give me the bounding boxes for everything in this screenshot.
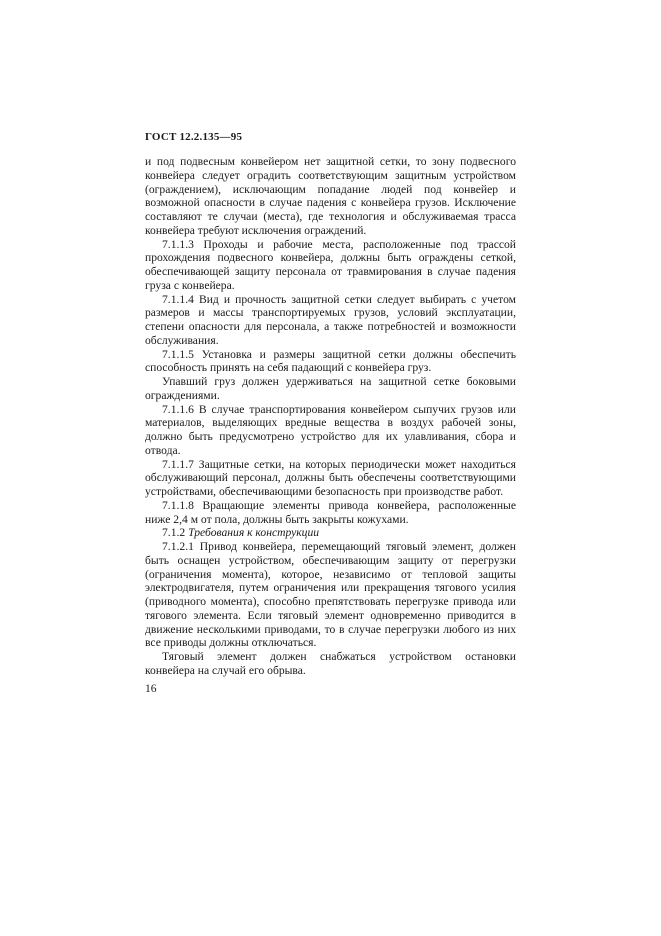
clause-number: 7.1.1.5	[162, 347, 194, 361]
paragraph-continuation	[145, 155, 516, 238]
clause-number: 7.1.1.6	[162, 402, 194, 416]
document-header: ГОСТ 12.2.135—95	[145, 131, 243, 143]
paragraph-text: В случае транспортирования конвейером сыпучих грузов или материалов, выделяющих вредные вещества в воздух рабочей зоны, должно быть предусмотрено устройство для их улавливания, сбора и отвода.	[145, 402, 517, 457]
clause-number: 7.1.2.1	[162, 540, 194, 553]
paragraph-7-1-1-6	[145, 403, 516, 458]
paragraph-7-1-1-5	[145, 348, 516, 376]
paragraph-7-1-2-1	[145, 540, 516, 650]
section-heading-text: Требования к конструкции	[188, 526, 320, 540]
clause-number: 7.1.1.3	[162, 237, 194, 251]
paragraph-7-1-1-4	[145, 293, 516, 348]
paragraph-text: Привод конвейера, перемещающий тяговый элемент, должен быть оснащен устройством, обеспечивающим защиту от перегрузки (ограничения момента), которое, независимо от тепловой защиты электродвигателя, путем ограничения или прекращения тягового усилия (приводного момента), способно препятствовать перегрузке привода или тягового элемента. Если тяговый элемент одновременно приводится в движение несколькими приводами, то в случае перегрузки любого из них все приводы должны отключаться.	[145, 540, 516, 650]
paragraph-text: Вращающие элементы привода конвейера, расположенные ниже 2,4 м от пола, должны быть закрыты кожухами.	[145, 498, 516, 526]
paragraph-dropped-load	[145, 375, 516, 403]
paragraph-text: Тяговый элемент должен снабжаться устройством остановки конвейера на случай его обрыва.	[145, 650, 516, 677]
clause-number: 7.1.1.8	[162, 498, 194, 512]
page-number: 16	[145, 682, 157, 695]
paragraph-text: Проходы и рабочие места, расположенные под трассой прохождения подвесного конвейера, должны быть ограждены сеткой, обеспечивающей защиту персонала от травмирования в случае падения груза с конвейера.	[145, 237, 516, 292]
clause-number: 7.1.1.4	[162, 292, 194, 306]
paragraph-text: Упавший груз должен удерживаться на защитной сетке боковыми ограждениями.	[145, 375, 516, 402]
paragraph-break-stop	[145, 650, 516, 678]
section-heading-7-1-2	[145, 526, 516, 540]
document-body	[145, 155, 516, 678]
clause-number: 7.1.2	[162, 526, 186, 540]
paragraph-7-1-1-3	[145, 238, 516, 293]
paragraph-text: Защитные сетки, на которых периодически может находиться обслуживающий персонал, должны быть обеспечены соответствующими устройствами, обеспечивающими безопасность при производстве работ.	[145, 457, 516, 498]
clause-number: 7.1.1.7	[162, 457, 194, 471]
paragraph-text: и под подвесным конвейером нет защитной сетки, то зону подвесного конвейера следует оградить соответствующим защитным устройством (ограждением), исключающим попадание людей под конвейер и возможной опасности в случае падения с конвейера грузов. Исключение составляют те случаи (места), где технология и обслуживаемая трасса конвейера требуют исключения ограждений.	[145, 155, 516, 237]
paragraph-7-1-1-8	[145, 499, 516, 527]
paragraph-text: Установка и размеры защитной сетки должны обеспечить способность принять на себя падающий с конвейера груз.	[145, 347, 516, 375]
paragraph-7-1-1-7	[145, 458, 516, 499]
paragraph-text: Вид и прочность защитной сетки следует выбирать с учетом размеров и массы транспортируемых грузов, условий эксплуатации, степени опасности для персонала, а также потребностей и возможности обслуживания.	[145, 292, 516, 347]
